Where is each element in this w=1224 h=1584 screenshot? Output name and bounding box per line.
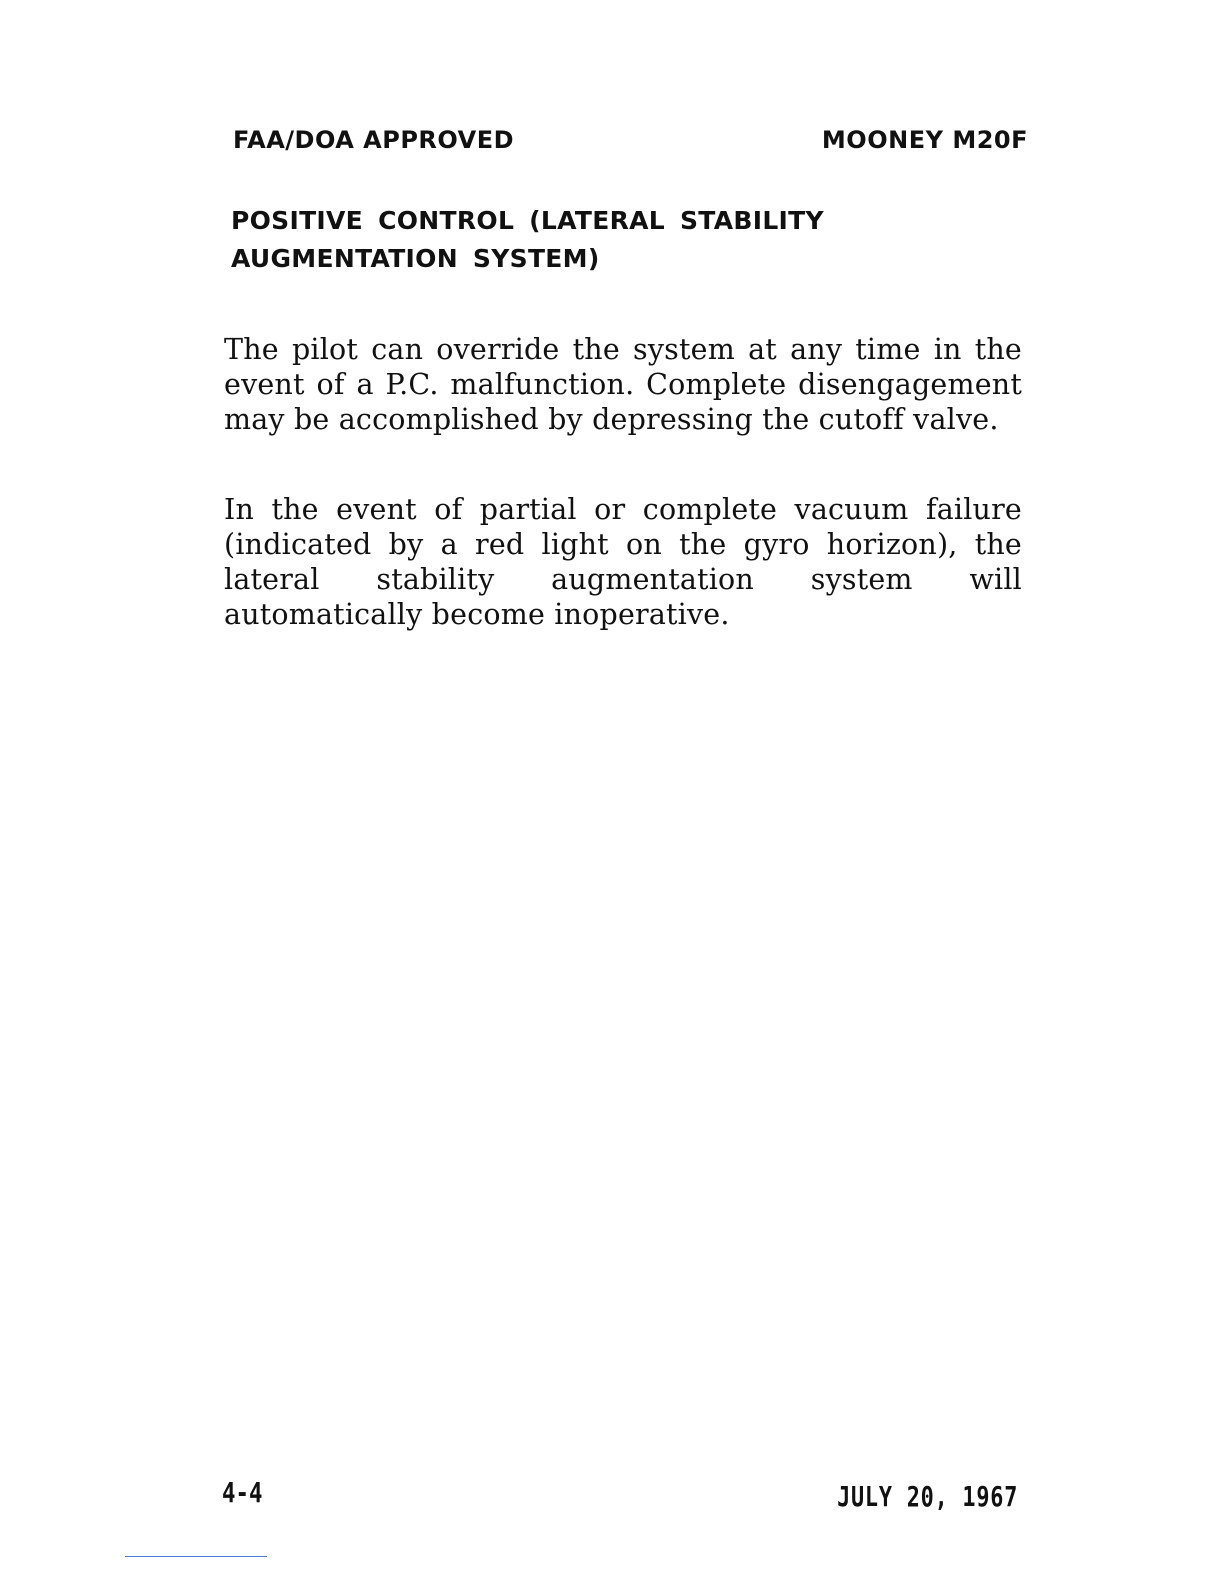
page-number: 4-4 xyxy=(222,1476,263,1509)
page-header xyxy=(233,126,1028,160)
page-footer xyxy=(222,1476,1018,1516)
paragraph-vacuum-failure: In the event of partial or complete vacuum failure (indicated by a red light on the gyro horizon), the lateral stability augmentation system will automatically become inoperative. xyxy=(224,492,1022,631)
revision-date: JULY 20, 1967 xyxy=(836,1480,1018,1513)
section-title: POSITIVE CONTROL (LATERAL STABILITY AUGMENTATION SYSTEM) xyxy=(231,206,824,273)
approval-label: FAA/DOA APPROVED xyxy=(233,126,515,154)
paragraph-override: The pilot can override the system at any time in the event of a P.C. malfunction. Complete disengagement may be accomplished by depressing the cutoff valve. xyxy=(224,332,1022,436)
bottom-divider xyxy=(125,1556,267,1557)
aircraft-model: MOONEY M20F xyxy=(821,126,1028,154)
